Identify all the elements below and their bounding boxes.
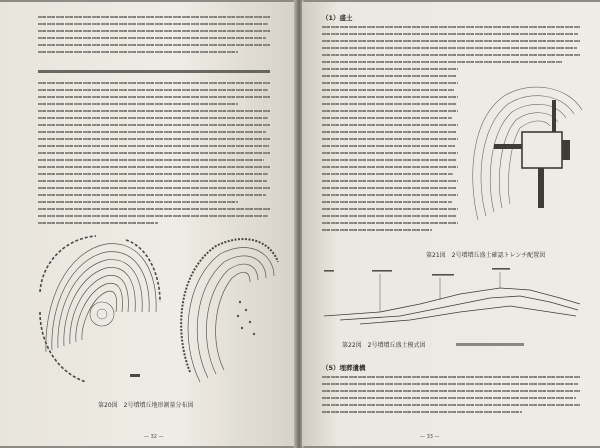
right-body-text: [322, 26, 584, 68]
left-subheading: [38, 70, 274, 78]
left-body-text-2: [38, 82, 274, 229]
figure-22-caption: 第22図 2号墳墳丘盛土模式図: [342, 342, 426, 349]
page-number-left: — 32 —: [144, 434, 164, 440]
figure-20-caption: 第20図 2号墳墳丘地形測量分布図: [98, 402, 194, 409]
figure-22-subcaption: [456, 343, 524, 346]
right-body-text-3: [322, 376, 584, 418]
figure-20-right-map: [170, 232, 282, 392]
left-page: [0, 2, 296, 446]
figure-21-caption: 第21図 2号墳墳丘盛土確認トレンチ配置図: [426, 252, 546, 259]
right-body-text-2: [322, 68, 462, 236]
section-heading-burial: （5）埋葬遺構: [322, 364, 366, 372]
page-number-right: — 33 —: [420, 434, 440, 440]
left-body-text: [38, 16, 274, 58]
section-heading-mound: （1）盛土: [322, 14, 353, 22]
right-page: [302, 2, 600, 446]
figure-20-left-map: [36, 232, 164, 392]
figure-21-trench-map: [464, 70, 592, 240]
figure-22-section-diagram: [320, 264, 584, 328]
